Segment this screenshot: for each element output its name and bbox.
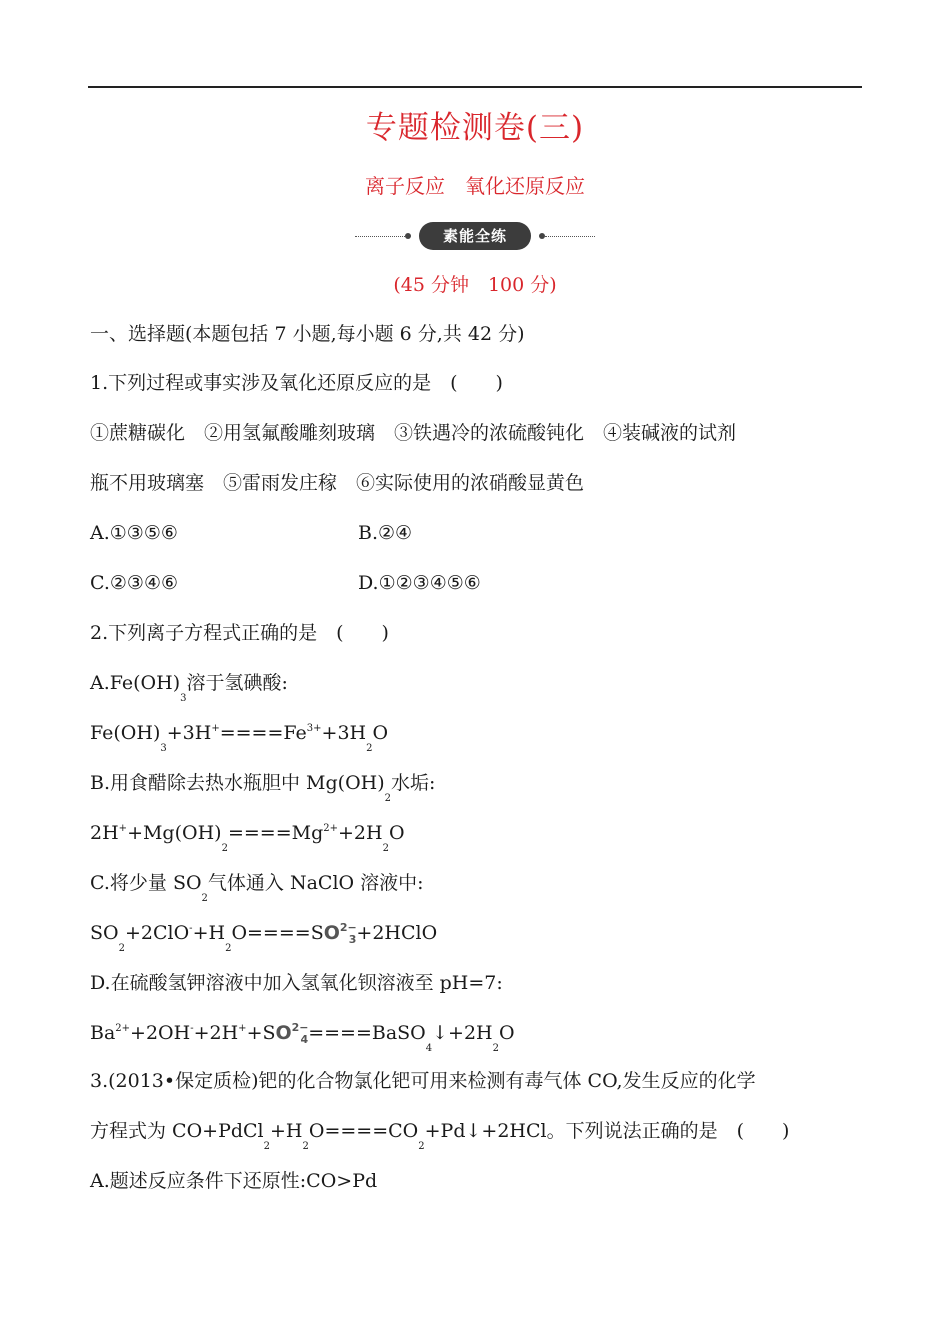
- section-badge: [355, 222, 595, 252]
- badge-rule-right: [545, 236, 595, 237]
- q2-option-b-equation: $2H^++Mg(OH)_2====Mg^{2+}+2H_2O$: [90, 822, 405, 854]
- q2-stem: 2.下列离子方程式正确的是 ( ): [90, 622, 389, 644]
- badge-dot-left: [405, 233, 411, 239]
- q2-option-a-equation: $Fe(OH)_3+3H^+====Fe^{3+}+3H_2O$: [90, 722, 389, 754]
- sulfite-ion-glyph: $O^{2-}_3$: [323, 921, 357, 946]
- sulfate-ion-glyph: $O^{2-}_4$: [275, 1021, 309, 1046]
- page-title: 专题检测卷(三): [365, 110, 585, 146]
- q3-stem-line1: 3.(2013•保定质检)钯的化合物氯化钯可用来检测有毒气体 CO,发生反应的化学: [90, 1070, 756, 1092]
- q2-option-d-label: D.在硫酸氢钾溶液中加入氢氧化钡溶液至 pH=7:: [90, 972, 503, 994]
- q2-option-a-label: $A.Fe(OH)_3$溶于氢碘酸:: [90, 672, 288, 704]
- badge-label: 素能全练: [419, 222, 531, 250]
- section-heading: 一、选择题(本题包括 7 小题,每小题 6 分,共 42 分): [90, 323, 525, 345]
- page-subtitle: 离子反应 氧化还原反应: [365, 174, 585, 198]
- q1-stem: 1.下列过程或事实涉及氧化还原反应的是 ( ): [90, 372, 503, 394]
- q1-items-line1: ①蔗糖碳化 ②用氢氟酸雕刻玻璃 ③铁遇冷的浓硫酸钝化 ④装碱液的试剂: [90, 422, 737, 444]
- q1-items-line2: 瓶不用玻璃塞 ⑤雷雨发庄稼 ⑥实际使用的浓硝酸显黄色: [90, 472, 585, 494]
- q1-option-c: C.②③④⑥: [90, 572, 179, 594]
- q2-option-d-equation: $Ba^{2+}+2OH^-+2H^++SO^{2-}_4====BaSO_4↓+2H_2O$: [90, 1021, 515, 1054]
- q1-option-d: D.①②③④⑤⑥: [358, 572, 481, 594]
- badge-rule-left: [355, 236, 405, 237]
- q2-option-c-equation: $SO_2+2ClO^-+H_2O====SO^{2-}_3+2HClO$: [90, 921, 438, 954]
- q3-stem-line2: 方程式为 $CO+PdCl_2+H_2O====CO_2+Pd↓+2HCl$。下列说法正确的是 ( ): [90, 1120, 790, 1152]
- time-score: (45 分钟 100 分): [393, 274, 557, 296]
- q1-option-b: B.②④: [358, 522, 413, 544]
- q2-option-b-label: B.用食醋除去热水瓶胆中 $Mg(OH)_2$水垢:: [90, 772, 436, 804]
- top-rule: [88, 86, 862, 88]
- q2-option-c-label: C.将少量 $SO_2$气体通入 NaClO 溶液中:: [90, 872, 424, 904]
- q1-option-a: A.①③⑤⑥: [90, 522, 178, 544]
- q3-option-a: A.题述反应条件下还原性:CO>Pd: [90, 1170, 378, 1192]
